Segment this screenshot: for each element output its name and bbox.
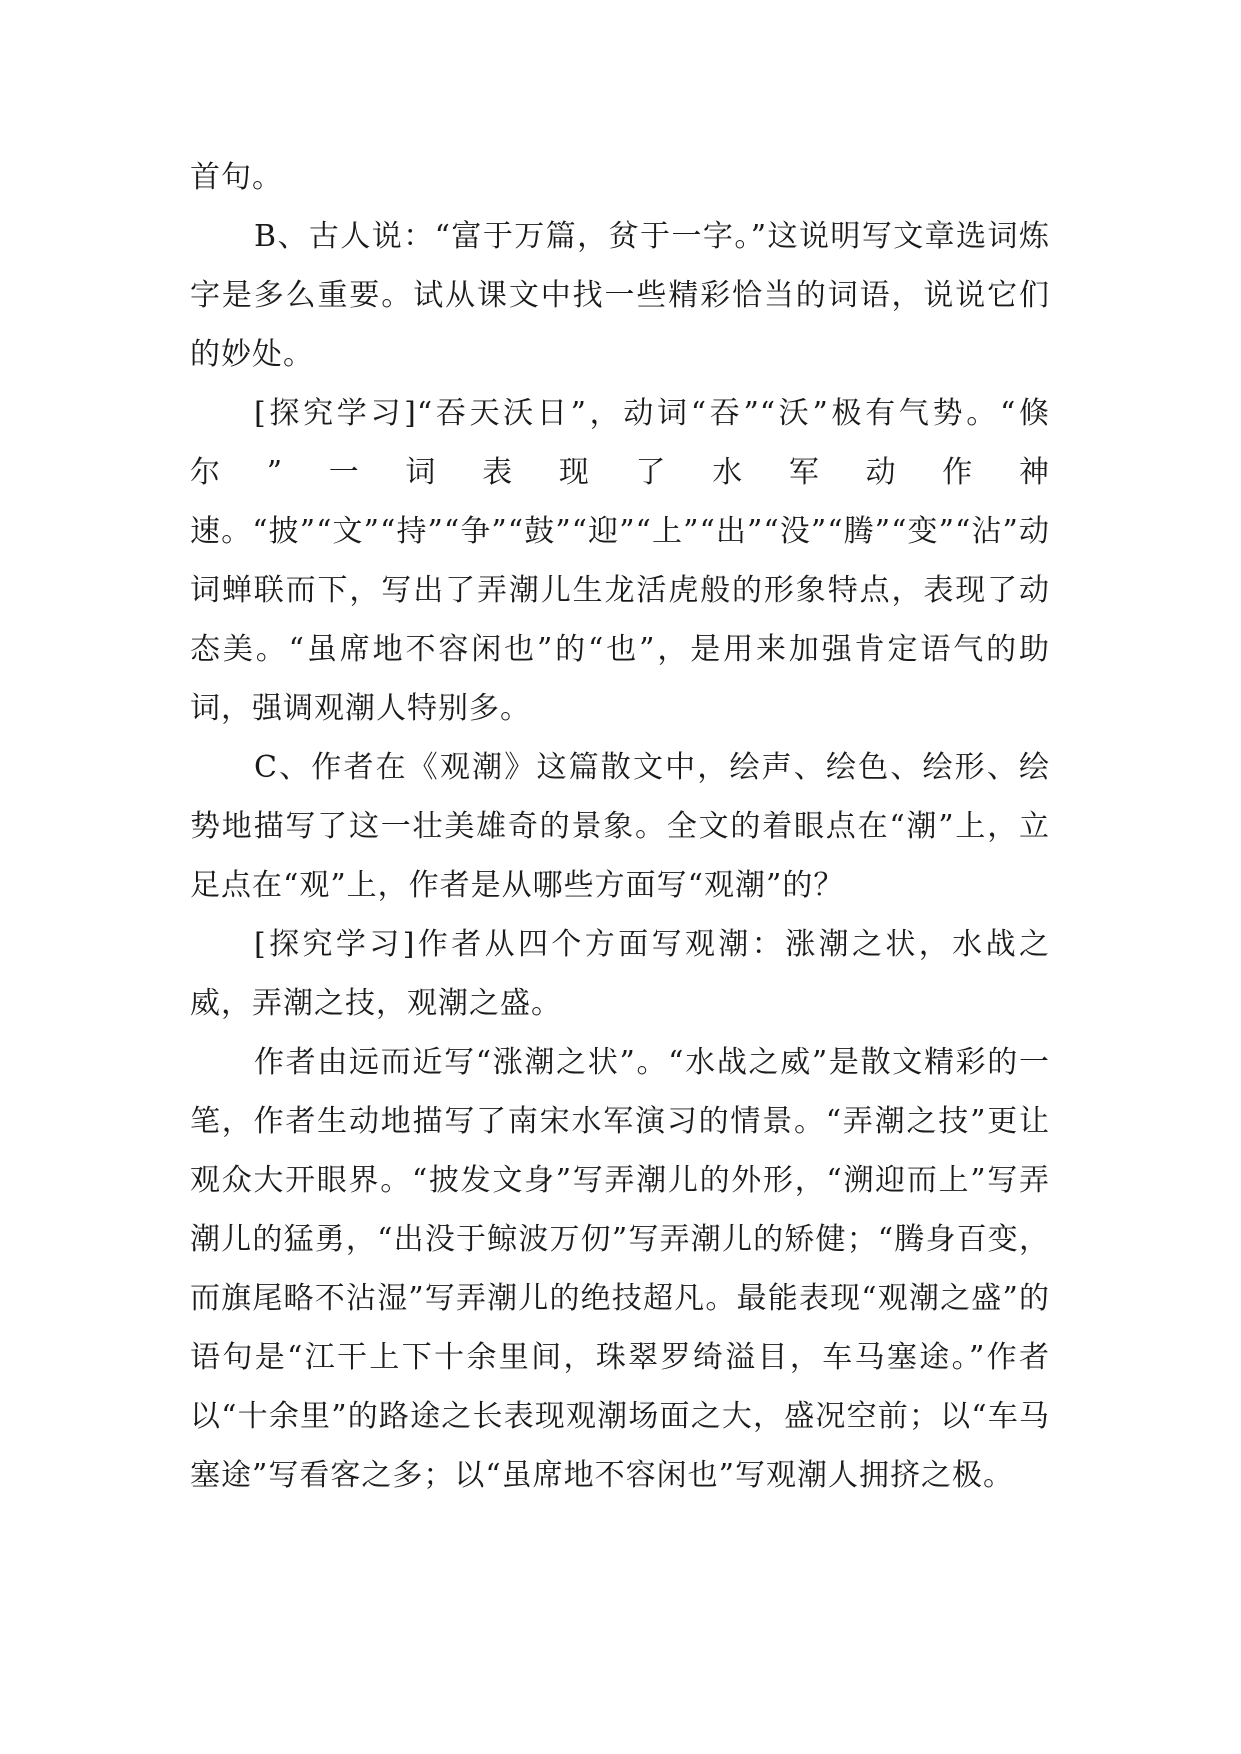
paragraph-answer-b: [探究学习]“吞天沃日”，动词“吞”“沃”极有气势。“倏尔”一词表现了水军动作神速。“披”“文”“持”“争”“鼓”“迎”“上”“出”“没”“腾”“变”“沾”动词蝉联而下，写出了弄潮儿生龙活虎般的形象特点，表现了动态美。“虽席地不容闲也”的“也”，是用来加强肯定语气的助词，强调观潮人特别多。 [190, 396, 1050, 726]
document-page [190, 148, 1050, 1505]
paragraph-continuation: 首句。 [190, 160, 283, 195]
paragraph-answer-c: [探究学习]作者从四个方面写观潮：涨潮之状，水战之威，弄潮之技，观潮之盛。 [190, 927, 1050, 1021]
paragraph-analysis: 作者由远而近写“涨潮之状”。“水战之威”是散文精彩的一笔，作者生动地描写了南宋水军演习的情景。“弄潮之技”更让观众大开眼界。“披发文身”写弄潮儿的外形，“溯迎而上”写弄潮儿的猛勇，“出没于鲸波万仞”写弄潮儿的矫健；“腾身百变，而旗尾略不沾湿”写弄潮儿的绝技超凡。最能表现“观潮之盛”的语句是“江干上下十余里间，珠翠罗绮溢目，车马塞途。”作者以“十余里”的路途之长表现观潮场面之大，盛况空前；以“车马塞途”写看客之多；以“虽席地不容闲也”写观潮人拥挤之极。 [190, 1045, 1050, 1493]
paragraph-question-b: B、古人说：“富于万篇，贫于一字。”这说明写文章选词炼字是多么重要。试从课文中找一些精彩恰当的词语，说说它们的妙处。 [190, 219, 1050, 372]
paragraph-question-c: C、作者在《观潮》这篇散文中，绘声、绘色、绘形、绘势地描写了这一壮美雄奇的景象。全文的着眼点在“潮”上，立足点在“观”上，作者是从哪些方面写“观潮”的？ [190, 750, 1050, 903]
